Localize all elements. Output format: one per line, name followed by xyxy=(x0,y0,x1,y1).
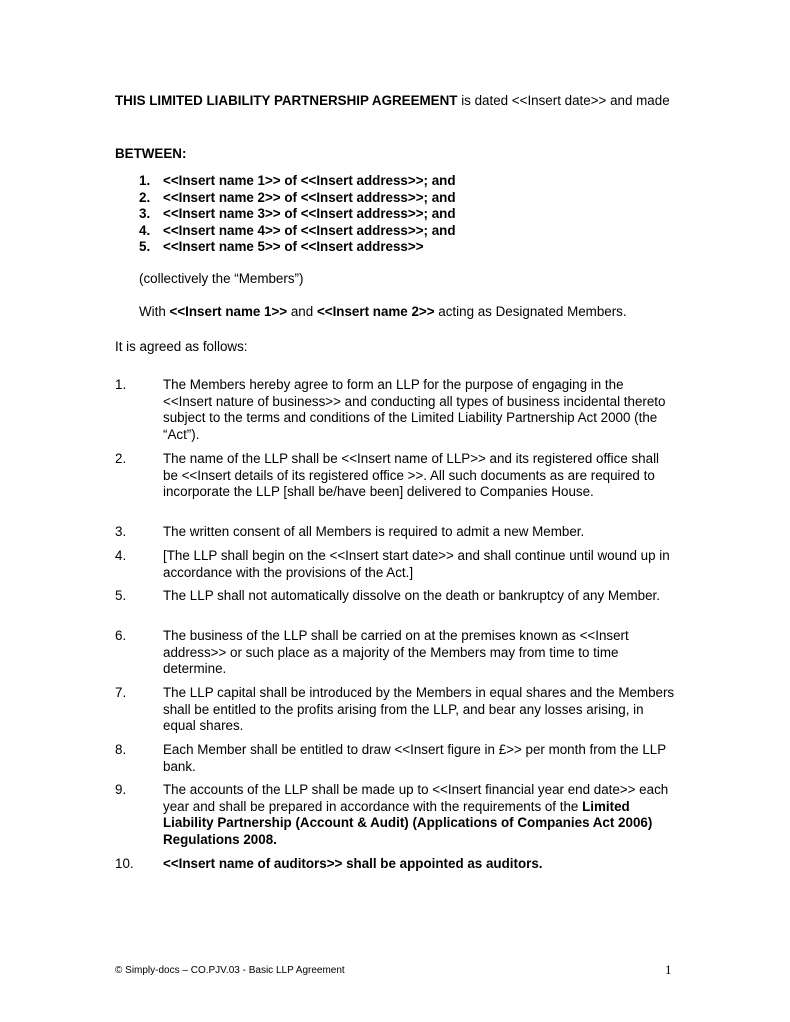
clause-8: 8. Each Member shall be entitled to draw <<Insert figure in £>> per month from the LLP bank. xyxy=(115,742,666,774)
clause-7: 7. The LLP capital shall be introduced by the Members in equal shares and the Members shall be entitled to the profits arising from the LLP, and bear any losses arising, in equal shares. xyxy=(115,685,675,734)
collective-note: (collectively the “Members”) xyxy=(139,271,304,286)
designated-members: With <<Insert name 1>> and <<Insert name 2>> acting as Designated Members. xyxy=(139,304,627,319)
clause-2: 2. The name of the LLP shall be <<Insert name of LLP>> and its registered office shall be <<Insert details of its registered office >>. All such documents as are required to incorporate the LLP [shall be/have been] delivered to Companies House. xyxy=(115,451,660,500)
clause-9: 9. The accounts of the LLP shall be made up to <<Insert financial year end date>> each year and shall be prepared in accordance with the requirements of the Limited Liability Partnership (Account & Audit) (Applications of Companies Act 2006) Regulations 2008. xyxy=(115,782,669,847)
regulations-reference: Limited Liability Partnership (Account & Audit) (Applications of Companies Act 2006) Regulations 2008. xyxy=(163,798,653,847)
between-heading: BETWEEN: xyxy=(115,146,187,161)
clause-10: 10. <<Insert name of auditors>> shall be appointed as auditors. xyxy=(115,856,543,871)
intro-paragraph xyxy=(115,92,675,109)
clause-4: 4. [The LLP shall begin on the <<Insert start date>> and shall continue until wound up in accordance with the provisions of the Act.] xyxy=(115,548,670,580)
member-item: 5. <<Insert name 5>> of <<Insert address>> xyxy=(139,239,424,255)
member-item: 2. <<Insert name 2>> of <<Insert address>>; and xyxy=(139,189,456,205)
members-list xyxy=(139,173,456,256)
agreement-title: THIS LIMITED LIABILITY PARTNERSHIP AGREEMENT xyxy=(115,93,458,108)
member-item: 3. <<Insert name 3>> of <<Insert address>>; and xyxy=(139,206,456,222)
member-item: 1. <<Insert name 1>> of <<Insert address>>; and xyxy=(139,173,456,188)
agreed-heading: It is agreed as follows: xyxy=(115,339,248,354)
clause-5: 5. The LLP shall not automatically dissolve on the death or bankruptcy of any Member. xyxy=(115,588,660,603)
intro-text: is dated <<Insert date>> and made xyxy=(457,93,670,108)
page-number: 1 xyxy=(665,962,672,977)
clause-1: 1. The Members hereby agree to form an LLP for the purpose of engaging in the <<Insert nature of business>> and conducting all types of business incidental thereto subject to the terms and conditions of the Limited Liability Partnership Act 2000 (the “Act”). xyxy=(115,377,666,442)
member-item: 4. <<Insert name 4>> of <<Insert address>>; and xyxy=(139,222,456,238)
page-footer: © Simply-docs – CO.PJV.03 - Basic LLP Agreement xyxy=(115,965,345,976)
clause-6: 6. The business of the LLP shall be carried on at the premises known as <<Insert address>> or such place as a majority of the Members may from time to time determine. xyxy=(115,628,629,677)
clause-3: 3. The written consent of all Members is required to admit a new Member. xyxy=(115,524,585,539)
